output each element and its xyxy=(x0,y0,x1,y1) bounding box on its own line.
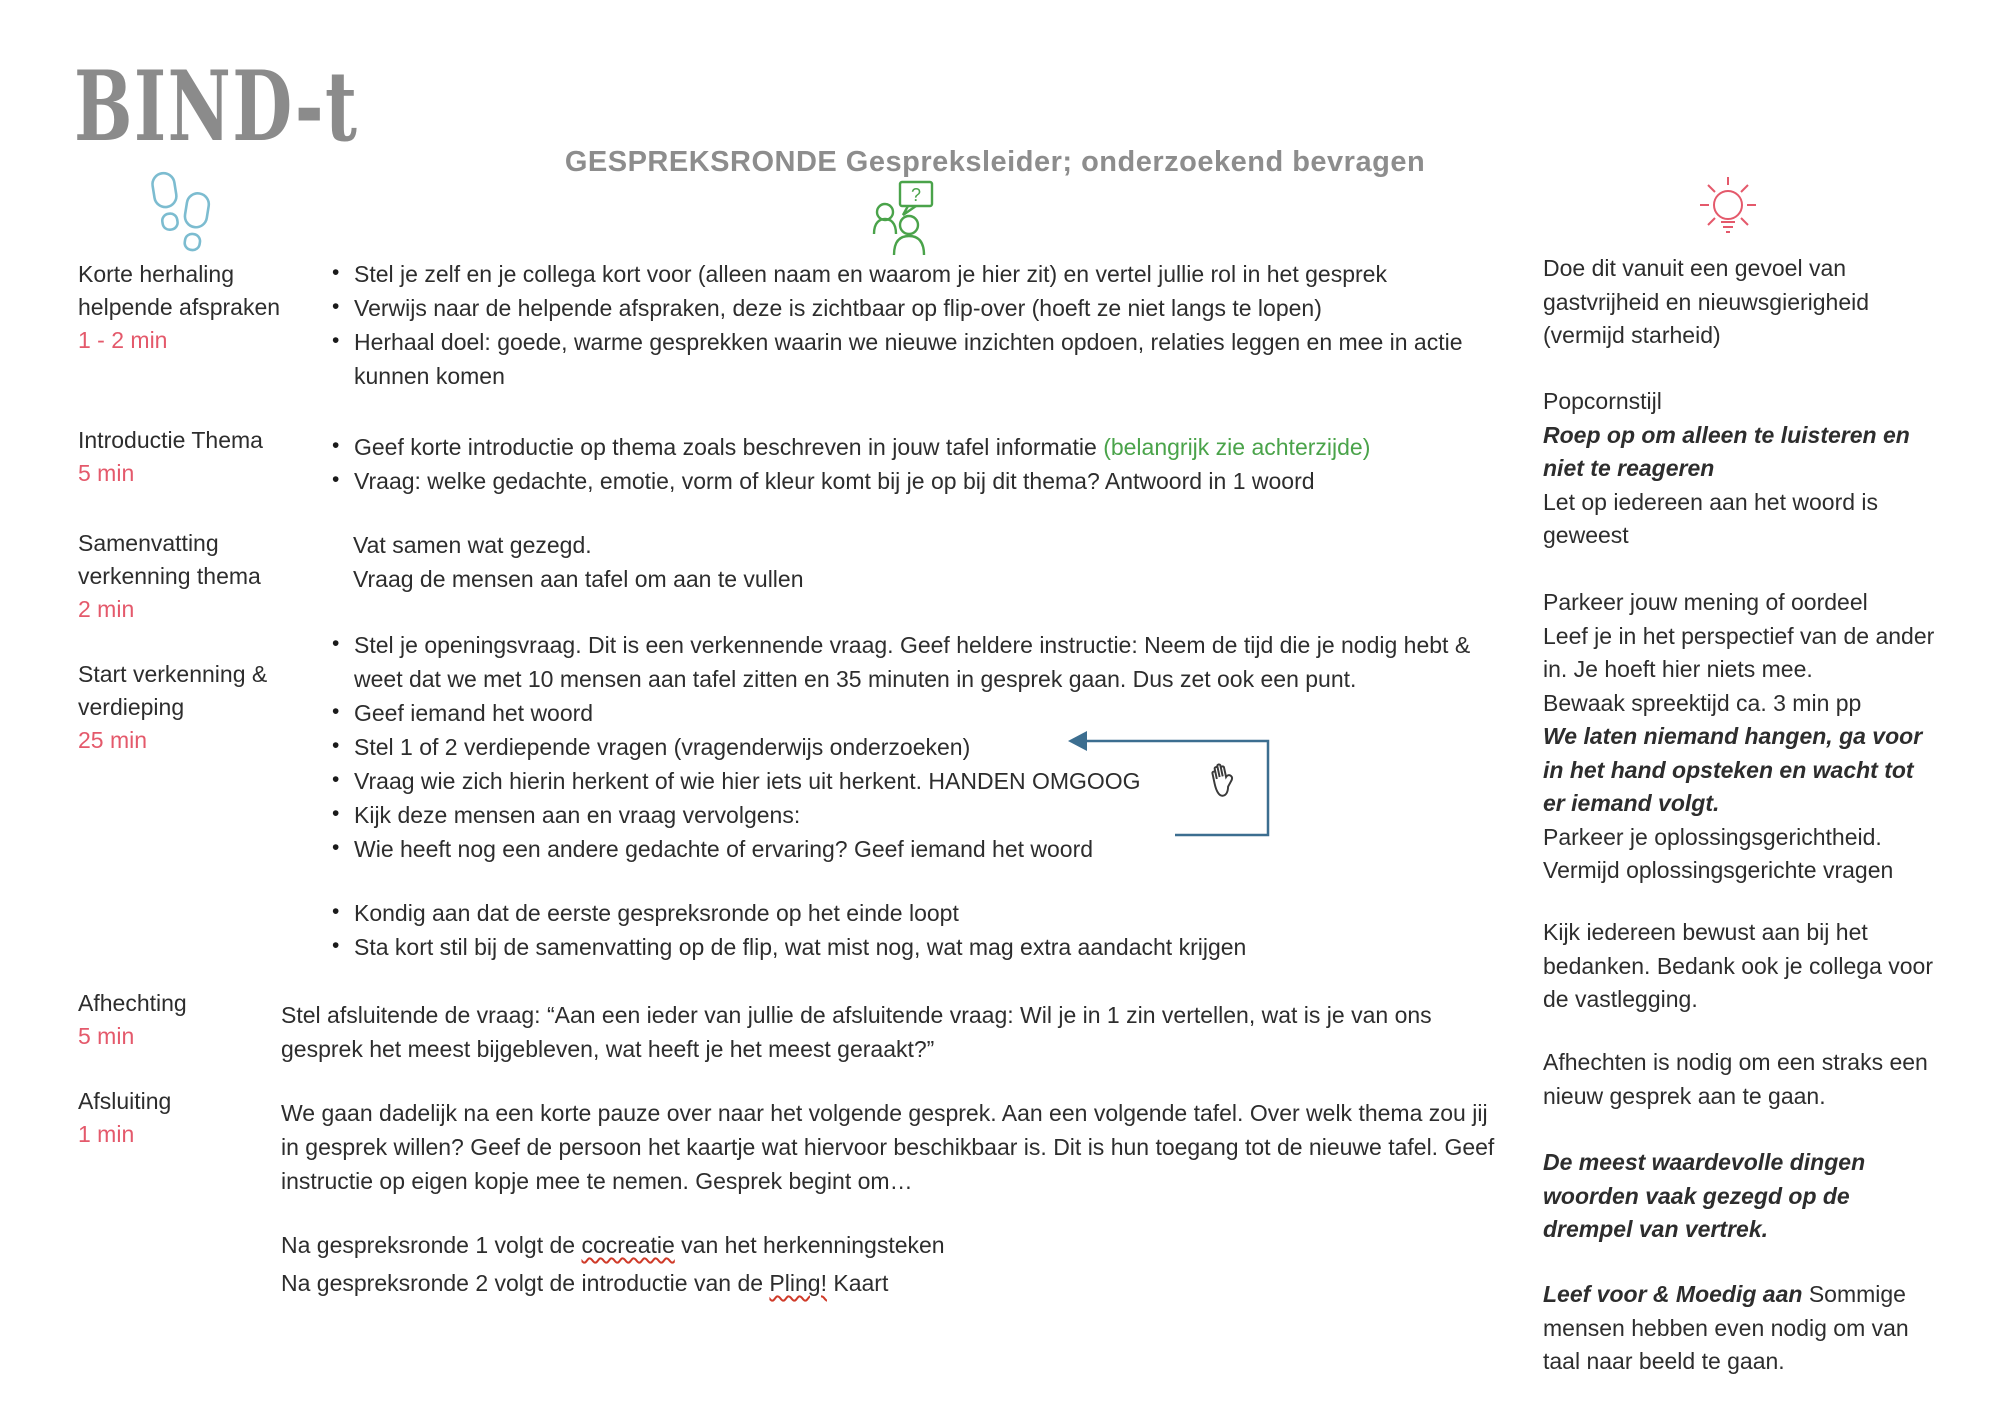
schedule-duration: 1 - 2 min xyxy=(78,327,168,353)
sidebar-tip-bedanken: Kijk iedereen bewust aan bij het bedanken. Bedank ook je collega voor de vastlegging. xyxy=(1543,919,1934,1012)
list-item: • Kondig aan dat de eerste gespreksronde op het einde loopt xyxy=(330,896,1515,930)
schedule-label: Afhechting xyxy=(78,990,187,1016)
round-notes xyxy=(281,1226,1496,1302)
schedule-duration: 5 min xyxy=(78,460,135,486)
schedule-duration: 1 min xyxy=(78,1121,135,1147)
page-title: GESPREKSRONDE Gespreksleider; onderzoekend bevragen xyxy=(564,146,1426,178)
bind-t-logo: BIND-t xyxy=(74,50,359,163)
summary-line: Vat samen wat gezegd. xyxy=(353,532,592,558)
intro-text: Geef korte introductie op thema zoals beschreven in jouw tafel informatie xyxy=(354,434,1097,460)
summary-line: Vraag de mensen aan tafel om aan te vullen xyxy=(353,566,804,592)
list-item: • Geef iemand het woord xyxy=(330,696,1515,730)
list-item: • Kijk deze mensen aan en vraag vervolgens: xyxy=(330,798,1515,832)
opening-bullet-list xyxy=(330,257,1515,393)
schedule-item xyxy=(78,527,316,626)
list-item: • Wie heeft nog een andere gedachte of ervaring? Geef iemand het woord xyxy=(330,832,1515,866)
list-item: • Herhaal doel: goede, warme gesprekken waarin we nieuwe inzichten opdoen, relaties leggen en mee in actie kunnen komen xyxy=(330,325,1515,393)
schedule-duration: 5 min xyxy=(78,1023,135,1049)
afsluiting-paragraph: We gaan dadelijk na een korte pauze over naar het volgende gesprek. Aan een volgende tafel. Over welk thema zou jij in gesprek willen? Geef de persoon het kaartje wat hiervoor beschikbaar is. Dit is hun toegang tot de nieuwe tafel. Geef instructie op eigen kopje mee te nemen. Gesprek begint om… xyxy=(281,1100,1495,1194)
parkeer-line: Leef je in het perspectief van de ander in. Je hoeft hier niets mee. xyxy=(1543,622,1935,682)
sidebar-tip-waardevol: De meest waardevolle dingen woorden vaak gezegd op de drempel van vertrek. xyxy=(1543,1149,1866,1242)
schedule-label: Samenvatting verkenning thema xyxy=(78,530,261,589)
sidebar-tip-afhechten: Afhechten is nodig om een straks een nieuw gesprek aan te gaan. xyxy=(1543,1049,1928,1109)
note-line xyxy=(281,1264,1496,1302)
list-item: • Vraag: welke gedachte, emotie, vorm of kleur komt bij je op bij dit thema? Antwoord in 1 woord xyxy=(330,464,1515,498)
parkeer-line: Parkeer je oplossingsgerichtheid. xyxy=(1543,823,1882,850)
exploration-bullet-list xyxy=(330,628,1515,866)
note-text: van het herkenningsteken xyxy=(674,1232,945,1258)
leefvoor-bold-text: Leef voor & Moedig aan xyxy=(1543,1281,1809,1307)
note-text: Kaart xyxy=(826,1270,889,1296)
list-item: • Stel je openingsvraag. Dit is een verkennende vraag. Geef heldere instructie: Neem de tijd die je nodig hebt & weet dat we met 10 mensen aan tafel zitten en 35 minuten in gesprek gaan. Dus zet ook een punt. xyxy=(330,628,1515,696)
sidebar-tip-leefvoor xyxy=(1543,1278,1937,1379)
parkeer-bold-text: We laten niemand hangen, ga voor in het hand opsteken en wacht tot er iemand volgt. xyxy=(1543,723,1923,816)
schedule-label: Introductie Thema xyxy=(78,427,263,453)
spellcheck-word: Pling! xyxy=(769,1270,827,1296)
sidebar-tip-popcorn xyxy=(1543,385,1937,553)
parkeer-line: Parkeer jouw mening of oordeel xyxy=(1543,589,1868,615)
schedule-item xyxy=(78,258,316,357)
spellcheck-word: cocreatie xyxy=(581,1232,675,1258)
schedule-label: Afsluiting xyxy=(78,1088,172,1114)
intro-highlight: (belangrijk zie achterzijde) xyxy=(1103,434,1371,460)
list-item: • Vraag wie zich hierin herkent of wie hier iets uit herkent. HANDEN OMGOOG xyxy=(330,764,1515,798)
note-text: Na gespreksronde 2 volgt de introductie van de xyxy=(281,1270,770,1296)
lightbulb-icon xyxy=(1698,175,1758,247)
schedule-label: Start verkenning & verdieping xyxy=(78,661,268,720)
parkeer-line: Vermijd oplossingsgerichte vragen xyxy=(1543,857,1894,883)
popcorn-rest-text: Let op iedereen aan het woord is geweest xyxy=(1543,488,1879,548)
footprints-icon xyxy=(150,170,212,256)
schedule-duration: 25 min xyxy=(78,727,148,753)
svg-text:?: ? xyxy=(910,185,922,205)
schedule-item xyxy=(78,658,316,757)
note-text: Na gespreksronde 1 volgt de xyxy=(281,1232,582,1258)
schedule-label: Korte herhaling helpende afspraken xyxy=(78,261,281,320)
people-question-icon xyxy=(872,180,936,256)
leefvoor-rest-text: Sommige mensen hebben even nodig om van taal naar beeld te gaan. xyxy=(1543,1281,1909,1374)
parkeer-line: Bewaak spreektijd ca. 3 min pp xyxy=(1543,689,1862,716)
schedule-item xyxy=(78,424,316,490)
sidebar-tip-hospitality: Doe dit vanuit een gevoel van gastvrijheid en nieuwsgierigheid (vermijd starheid) xyxy=(1543,255,1870,348)
intro-bullet-list xyxy=(330,430,1515,498)
closing-bullet-list xyxy=(330,896,1515,964)
summary-lines xyxy=(353,528,1515,596)
popcorn-label: Popcornstijl xyxy=(1543,388,1662,414)
schedule-duration: 2 min xyxy=(78,596,135,622)
list-item: • Sta kort stil bij de samenvatting op de flip, wat mist nog, wat mag extra aandacht krijgen xyxy=(330,930,1515,964)
sidebar-tip-parkeer xyxy=(1543,586,1937,888)
list-item xyxy=(330,430,1515,464)
loop-back-arrow xyxy=(1068,726,1280,846)
afhechting-paragraph: Stel afsluitende de vraag: “Aan een ieder van jullie de afsluitende vraag: Wil je in 1 zin vertellen, wat is je van ons gesprek het meest bijgebleven, wat heeft je het meest geraakt?” xyxy=(281,1002,1432,1062)
list-item: • Stel 1 of 2 verdiepende vragen (vragenderwijs onderzoeken) xyxy=(330,730,1515,764)
list-item: • Verwijs naar de helpende afspraken, deze is zichtbaar op flip-over (hoeft ze niet langs te lopen) xyxy=(330,291,1515,325)
list-item: • Stel je zelf en je collega kort voor (alleen naam en waarom je hier zit) en vertel jullie rol in het gesprek xyxy=(330,257,1515,291)
popcorn-bold-text: Roep op om alleen te luisteren en niet te reageren xyxy=(1543,421,1910,481)
note-line xyxy=(281,1226,1496,1264)
